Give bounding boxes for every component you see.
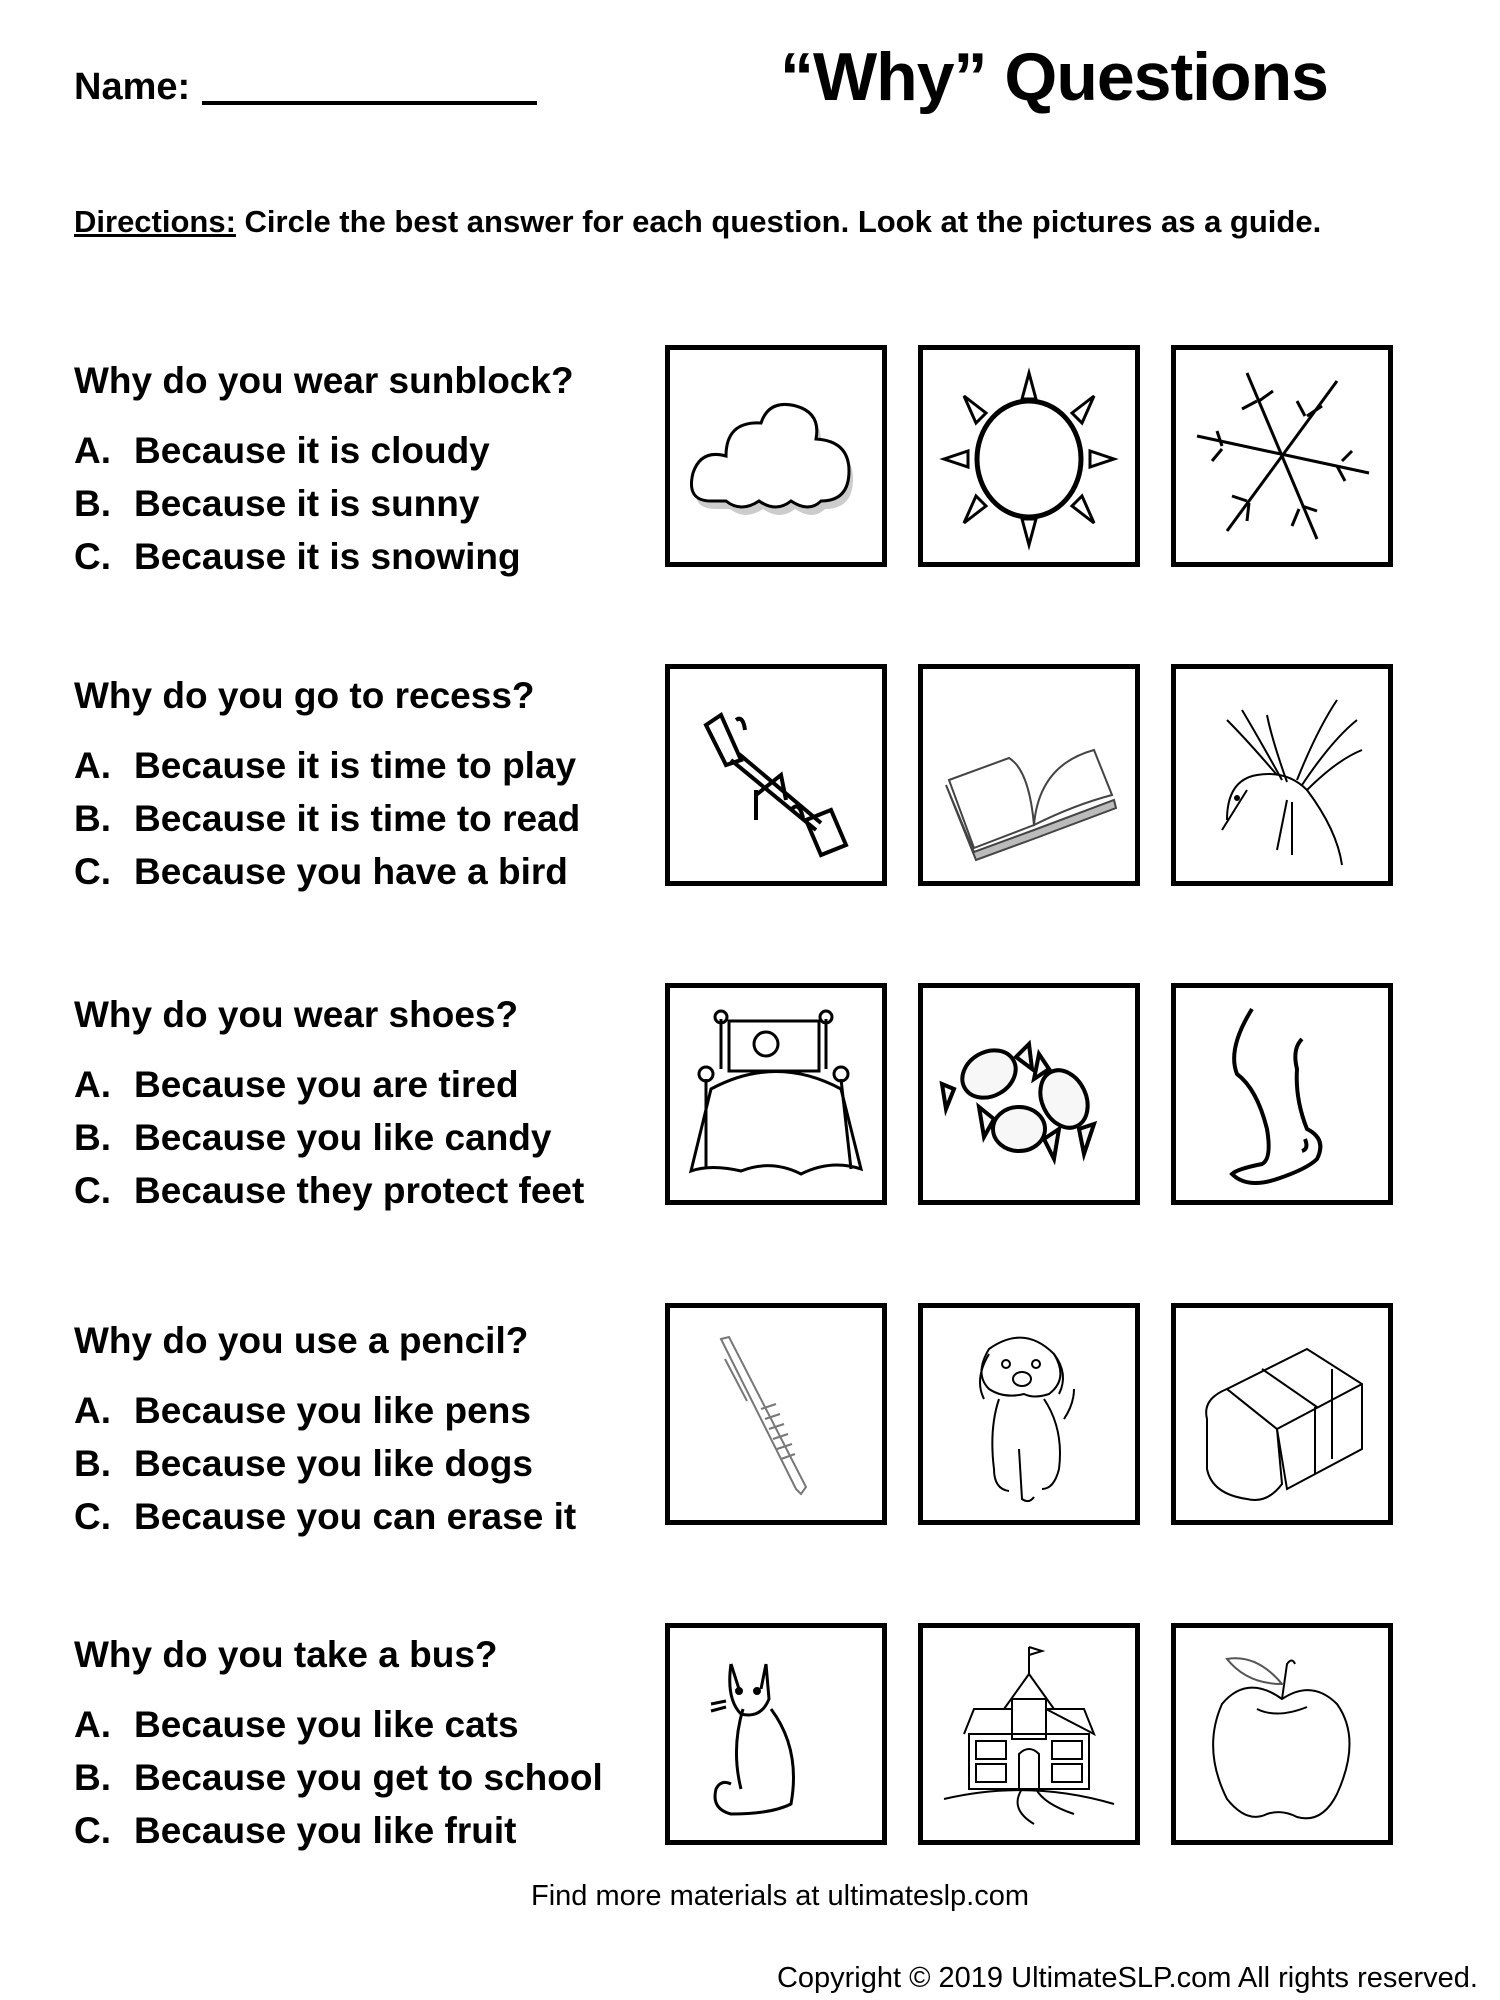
answer-option-a[interactable]: A. Because it is time to play: [74, 745, 577, 786]
answer-option-b[interactable]: B. Because it is sunny: [74, 483, 480, 524]
name-field[interactable]: [74, 66, 537, 109]
picture-box: [665, 1303, 887, 1525]
picture-box: [665, 664, 887, 886]
question-text: Why do you take a bus?: [74, 1634, 498, 1675]
picture-box: [665, 1623, 887, 1845]
seesaw-icon: [681, 680, 871, 870]
picture-row-1: [665, 345, 1393, 567]
dog-icon: [934, 1319, 1124, 1509]
name-blank-line[interactable]: [202, 71, 537, 105]
cat-icon: [681, 1639, 871, 1829]
picture-row-3: [665, 983, 1393, 1205]
book-icon: [934, 680, 1124, 870]
question-block-2: [74, 673, 634, 898]
picture-box: [1171, 1303, 1393, 1525]
picture-box: [918, 664, 1140, 886]
answer-option-c[interactable]: C. Because they protect feet: [74, 1170, 585, 1211]
answer-option-b[interactable]: B. Because you like dogs: [74, 1443, 533, 1484]
directions-text: Circle the best answer for each question. Look at the pictures as a guide.: [235, 204, 1322, 239]
page-title: “Why” Questions: [780, 39, 1328, 115]
cloud-icon: [681, 361, 871, 551]
answer-option-b[interactable]: B. Because it is time to read: [74, 798, 581, 839]
picture-row-4: [665, 1303, 1393, 1525]
picture-box: [1171, 345, 1393, 567]
foot-icon: [1187, 999, 1377, 1189]
question-text: Why do you use a pencil?: [74, 1320, 529, 1361]
question-text: Why do you wear sunblock?: [74, 360, 574, 401]
question-text: Why do you wear shoes?: [74, 994, 519, 1035]
eraser-icon: [1187, 1319, 1377, 1509]
question-block-5: [74, 1632, 634, 1857]
answer-option-a[interactable]: A. Because you like cats: [74, 1704, 519, 1745]
footer-copyright: Copyright © 2019 UltimateSLP.com All rights reserved.: [776, 1962, 1478, 1994]
snowflake-icon: [1187, 361, 1377, 551]
answer-option-b[interactable]: B. Because you get to school: [74, 1757, 603, 1798]
apple-icon: [1187, 1639, 1377, 1829]
picture-box: [665, 983, 887, 1205]
picture-box: [918, 1623, 1140, 1845]
answer-option-a[interactable]: A. Because you are tired: [74, 1064, 519, 1105]
name-label: Name:: [74, 66, 191, 108]
answer-option-c[interactable]: C. Because you have a bird: [74, 851, 568, 892]
question-block-4: [74, 1318, 634, 1543]
answer-option-b[interactable]: B. Because you like candy: [74, 1117, 552, 1158]
footer-more-materials: Find more materials at ultimateslp.com: [531, 1880, 1029, 1912]
question-block-1: [74, 358, 634, 583]
candy-icon: [934, 999, 1124, 1189]
answer-option-c[interactable]: C. Because you can erase it: [74, 1496, 577, 1537]
school-icon: [934, 1639, 1124, 1829]
answer-option-a[interactable]: A. Because you like pens: [74, 1390, 531, 1431]
picture-box: [1171, 983, 1393, 1205]
picture-box: [1171, 664, 1393, 886]
question-block-3: [74, 992, 634, 1217]
picture-box: [918, 1303, 1140, 1525]
bed-icon: [681, 999, 871, 1189]
picture-row-2: [665, 664, 1393, 886]
picture-row-5: [665, 1623, 1393, 1845]
picture-box: [918, 983, 1140, 1205]
answer-option-c[interactable]: C. Because it is snowing: [74, 536, 521, 577]
directions-label: Directions:: [74, 204, 236, 239]
answer-option-a[interactable]: A. Because it is cloudy: [74, 430, 490, 471]
picture-box: [918, 345, 1140, 567]
directions: [74, 204, 1321, 240]
picture-box: [1171, 1623, 1393, 1845]
pen-icon: [681, 1319, 871, 1509]
sun-icon: [934, 361, 1124, 551]
answer-option-c[interactable]: C. Because you like fruit: [74, 1810, 517, 1851]
bird-icon: [1187, 680, 1377, 870]
question-text: Why do you go to recess?: [74, 675, 535, 716]
picture-box: [665, 345, 887, 567]
